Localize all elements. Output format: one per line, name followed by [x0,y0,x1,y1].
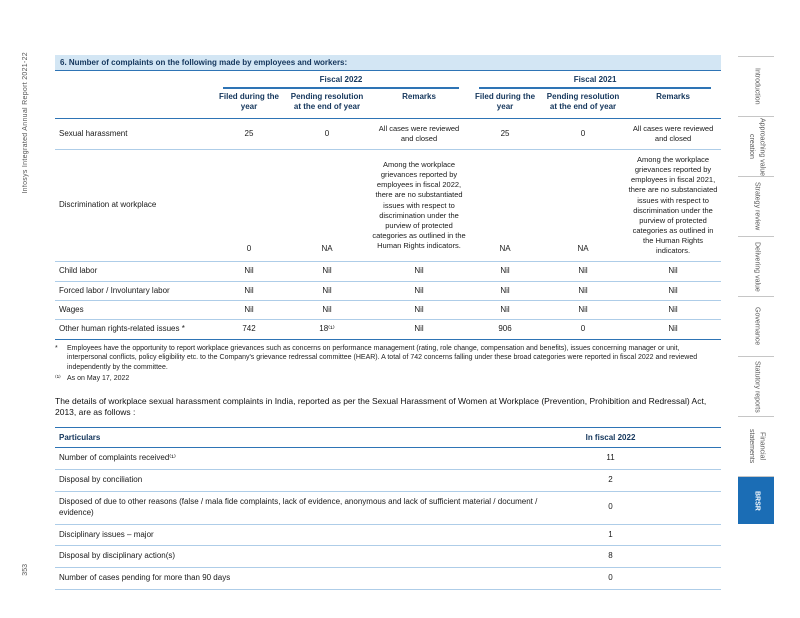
cell-value: 742 [213,320,285,339]
cell-remarks: Among the workplace grievances reported by employees in fiscal 2021, there are no substanciated issues with respect to discrimination under the purview of protected categories as outlined in the Human Rights indicators. [625,150,721,262]
tab-approaching-value-creation[interactable]: Approaching value creation [738,116,774,176]
footnotes [55,344,721,384]
fiscal-2021-group-header: Fiscal 2021 [469,71,721,90]
cell-value: 0 [285,118,369,149]
cell-value: 1 [551,524,721,546]
cell-value: Nil [369,281,469,300]
table-row-disposed-other-reasons [55,491,721,524]
row-label: Disposal by conciliation [55,470,551,492]
col-remarks-2021: Remarks [625,89,721,118]
table-row-cases-pending-90-days [55,568,721,590]
row-label: Number of complaints received⁽¹⁾ [55,448,551,470]
cell-remarks: All cases were reviewed and closed [369,118,469,149]
row-label: Forced labor / Involuntary labor [55,281,213,300]
section-title: 6. Number of complaints on the following made by employees and workers: [55,55,721,70]
col-filed-2022: Filed during the year [213,89,285,118]
cell-value: 0 [551,491,721,524]
cell-value: Nil [285,301,369,320]
row-label: Disposed of due to other reasons (false / mala fide complaints, lack of evidence, anonymous and lack of sufficient material / document / evidence) [55,491,551,524]
footnote-marker: ⁽¹⁾ [55,375,61,383]
tab-introduction[interactable]: Introduction [738,56,774,116]
cell-value: NA [469,150,541,262]
cell-value: Nil [541,301,625,320]
footnote-marker: * [55,344,58,352]
empty-corner-cell [55,71,213,90]
row-label: Wages [55,301,213,320]
row-label: Number of cases pending for more than 90 days [55,568,551,590]
cell-value: Nil [213,301,285,320]
complaints-table [55,70,721,340]
cell-value: Nil [369,301,469,320]
cell-value: Nil [625,320,721,339]
row-label: Discrimination at workplace [55,150,213,262]
cell-value: 0 [541,118,625,149]
col-pending-2021: Pending resolution at the end of year [541,89,625,118]
cell-value: 18⁽¹⁾ [285,320,369,339]
cell-value: Nil [625,281,721,300]
cell-value: 0 [213,150,285,262]
cell-value: Nil [541,281,625,300]
col-filed-2021: Filed during the year [469,89,541,118]
cell-value: Nil [541,262,625,281]
cell-value: Nil [369,320,469,339]
tab-strategy-review[interactable]: Strategy review [738,176,774,236]
cell-value: Nil [369,262,469,281]
cell-value: Nil [469,281,541,300]
fiscal-2022-group-header: Fiscal 2022 [213,71,469,90]
cell-remarks: All cases were reviewed and closed [625,118,721,149]
cell-value: Nil [213,262,285,281]
cell-value: 0 [541,320,625,339]
cell-value: 2 [551,470,721,492]
tab-governance[interactable]: Governance [738,296,774,356]
posh-lead-paragraph: The details of workplace sexual harassment complaints in India, reported as per the Sexual Harassment of Women at Workplace (Prevention, Prohibition and Redressal) Act, 2013, are as follows : [55,395,707,418]
table-row-wages [55,301,721,320]
footnote-text: Employees have the opportunity to report workplace grievances such as concerns on performance management (rating, role change, compensation and benefits), issues concerning manager or unit, interpersonal conflicts, policy eligibility etc. to the Company's grievance redressal committee (HEAR). A total of 742 concerns falling under these broad categories were reported in fiscal 2022 and reviewed independently by the committee. [67,344,698,371]
cell-value: Nil [625,262,721,281]
spine-report-title: Infosys Integrated Annual Report 2021-22 [22,52,29,194]
col-particulars: Particulars [55,428,551,448]
col-pending-2022: Pending resolution at the end of year [285,89,369,118]
page-number: 353 [22,564,29,576]
tab-delivering-value[interactable]: Delivering value [738,236,774,296]
cell-remarks: Among the workplace grievances reported by employees in fiscal 2022, there are no substantiated issues with respect to discrimination under the purview of protected categories as outlined in the Human Rights indicators. [369,150,469,262]
cell-value: 0 [551,568,721,590]
cell-value: Nil [469,301,541,320]
column-header-row [55,89,721,118]
cell-value: 25 [469,118,541,149]
table-row-disposal-conciliation [55,470,721,492]
table-row-disciplinary-issues [55,524,721,546]
cell-value: 25 [213,118,285,149]
posh-complaints-table [55,427,721,590]
footnote-1 [55,374,721,383]
cell-value: Nil [285,281,369,300]
cell-value: Nil [469,262,541,281]
empty-corner-cell [55,89,213,118]
cell-value: 906 [469,320,541,339]
fiscal-year-header-row [55,71,721,90]
tab-brsr[interactable]: BRSR [738,476,774,524]
cell-value: NA [285,150,369,262]
footnote-text: As on May 17, 2022 [67,375,130,383]
row-label: Sexual harassment [55,118,213,149]
table-row-sexual-harassment [55,118,721,149]
col-remarks-2022: Remarks [369,89,469,118]
section-nav [738,56,774,524]
cell-value: 11 [551,448,721,470]
row-label: Disposal by disciplinary action(s) [55,546,551,568]
table-row-other-human-rights [55,320,721,339]
table-row-discrimination [55,150,721,262]
row-label: Child labor [55,262,213,281]
table-row-disposal-disciplinary-action [55,546,721,568]
tab-financial-statements[interactable]: Financial statements [738,416,774,476]
cell-value: 8 [551,546,721,568]
cell-value: NA [541,150,625,262]
table-row-forced-labor [55,281,721,300]
cell-value: Nil [625,301,721,320]
col-in-fiscal-2022: In fiscal 2022 [551,428,721,448]
row-label: Other human rights-related issues * [55,320,213,339]
cell-value: Nil [213,281,285,300]
main-content [55,55,721,590]
table-row-child-labor [55,262,721,281]
row-label: Disciplinary issues – major [55,524,551,546]
table-row-complaints-received [55,448,721,470]
footnote-asterisk [55,344,721,372]
cell-value: Nil [285,262,369,281]
tab-statutory-reports[interactable]: Statutory reports [738,356,774,416]
posh-header-row [55,428,721,448]
